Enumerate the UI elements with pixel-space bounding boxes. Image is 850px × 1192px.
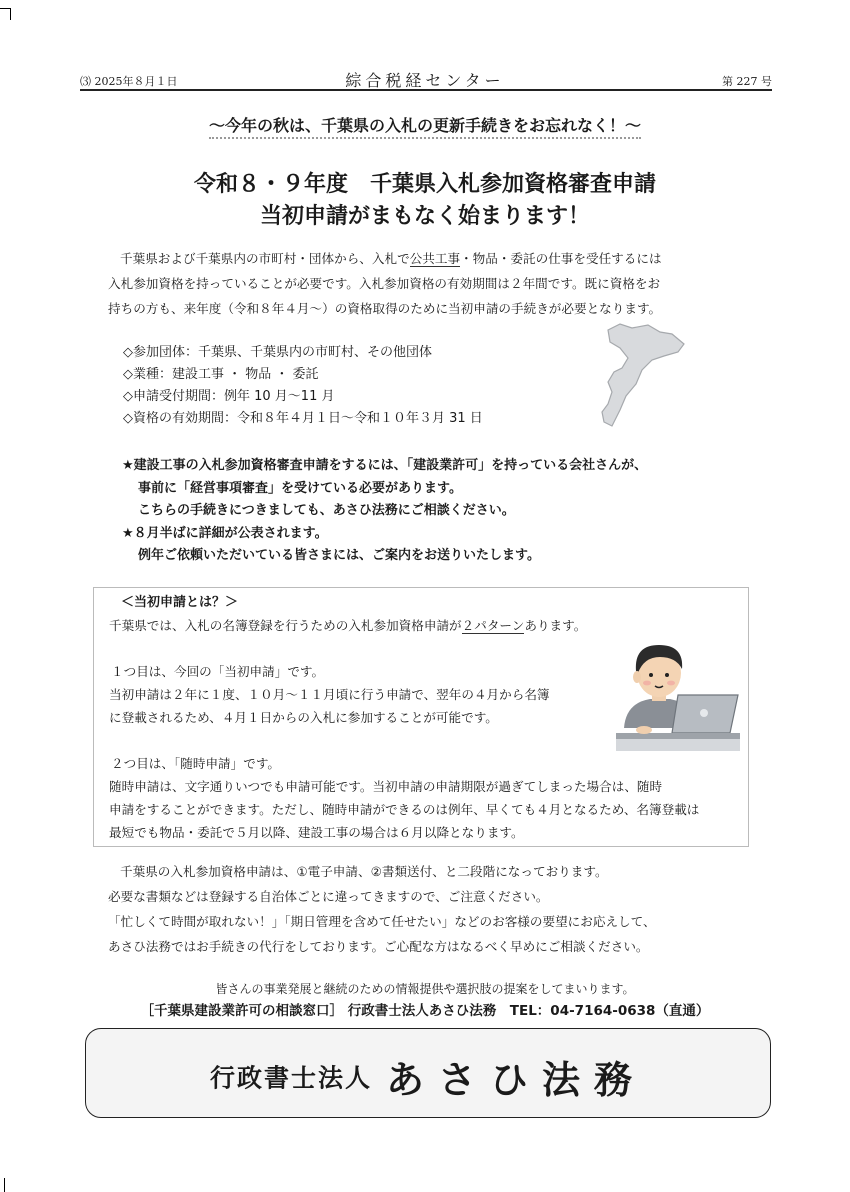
underlined-public-works: 公共工事	[409, 251, 461, 266]
publication-name: 綜合税経センター	[345, 71, 505, 90]
contact-line: ［千葉県建設業許可の相談窓口］ 行政書士法人あさひ法務 TEL：04-7164-0638（直通）	[140, 1003, 710, 1019]
issue-date: ⑶ 2025年８月１日	[80, 75, 178, 88]
firm-type: 行政書士法人	[209, 1063, 372, 1093]
fact-application-period: ◇申請受付期間：例年 10 月～11 月	[123, 389, 335, 404]
second-pattern-line-3: 最短でも物品・委託で５月以降、建設工事の場合は６月以降となります。	[109, 825, 524, 840]
second-pattern-title: ２つ目は、「随時申請」です。	[111, 756, 281, 771]
firm-banner	[85, 1028, 771, 1118]
important-notes	[122, 455, 647, 568]
header-rule	[80, 89, 772, 91]
box-intro: 千葉県では、入札の名簿登録を行うための入札参加資格申請が２パターンあります。	[109, 618, 587, 633]
crop-mark-vertical	[10, 8, 11, 20]
first-pattern-line-1: 当初申請は２年に１度、１０月～１１月頃に行う申請で、翌年の４月から名簿	[109, 687, 550, 702]
first-pattern-line-2: に登載されるため、４月１日からの入札に参加することが可能です。	[109, 710, 498, 725]
intro-paragraph	[108, 246, 748, 321]
second-pattern-line-1: 随時申請は、文字通りいつでも申請可能です。当初申請の申請期限が過ぎてしまった場合は、随時	[109, 779, 663, 794]
fact-validity-period: ◇資格の有効期間：令和８年４月１日～令和１０年３月 31 日	[123, 411, 483, 426]
intro-line-1: 千葉県および千葉県内の市町村・団体から、入札で公共工事・物品・委託の仕事を受任するには	[120, 251, 662, 266]
underlined-two-patterns: ２パターン	[461, 618, 525, 633]
issue-number: 第 227 号	[722, 75, 772, 88]
second-pattern-line-2: 申請をすることができます。ただし、随時申請ができるのは例年、早くても４月となるため、名簿登載は	[109, 802, 700, 817]
note-announcement: ★８月半ばに詳細が公表されます。	[122, 525, 328, 541]
first-pattern-title: １つ目は、今回の「当初申請」です。	[111, 664, 325, 679]
intro-line-2: 入札参加資格を持っていることが必要です。入札参加資格の有効期間は２年間です。既に資格をお	[108, 276, 661, 291]
closing-line-4: あさひ法務ではお手続きの代行をしております。ご心配な方はなるべく早めにご相談ください。	[108, 939, 649, 954]
main-title-sub: 当初申請がまもなく始まります！	[259, 204, 590, 229]
person-with-laptop-illustration	[614, 633, 742, 753]
facts-list	[123, 342, 483, 430]
crop-mark-bottom	[4, 1178, 5, 1192]
subtitle: ～今年の秋は、千葉県の入札の更新手続きをお忘れなく！～	[0, 113, 850, 139]
box-heading: ＜当初申請とは？＞	[121, 595, 239, 610]
chiba-map-illustration	[598, 322, 688, 432]
note-mailing: 例年ご依頼いただいている皆さまには、ご案内をお送りいたします。	[138, 548, 540, 563]
intro-line-3: 持ちの方も、来年度（令和８年４月～）の資格取得のために当初申請の手続きが必要となります。	[108, 301, 662, 316]
closing-line-1: 千葉県の入札参加資格申請は、①電子申請、②書類送付、と二段階になっております。	[120, 864, 608, 879]
note-license-requirement: ★建設工事の入札参加資格審査申請をするには、「建設業許可」を持っている会社さんが、	[122, 458, 648, 473]
closing-line-2: 必要な書類などは登録する自治体ごとに違ってきますので、ご注意ください。	[108, 889, 549, 904]
note-consult: こちらの手続きにつきましても、あさひ法務にご相談ください。	[138, 503, 515, 518]
tagline: 皆さんの事業発展と継続のための情報提供や選択肢の提案をしてまいります。	[215, 982, 635, 996]
note-business-review: 事前に「経営事項審査」を受けている必要があります。	[138, 480, 462, 496]
closing-line-3: 「忙しくて時間が取れない！」「期日管理を含めて任せたい」などのお客様の要望にお応えして、	[108, 914, 656, 929]
firm-name: あさひ法務	[386, 1057, 647, 1102]
closing-paragraph	[108, 859, 748, 959]
fact-participants: ◇参加団体：千葉県、千葉県内の市町村、その他団体	[123, 345, 432, 360]
fact-industries: ◇業種：建設工事 ・ 物品 ・ 委託	[123, 367, 319, 382]
main-title: 令和８・９年度 千葉県入札参加資格審査申請	[193, 172, 656, 197]
